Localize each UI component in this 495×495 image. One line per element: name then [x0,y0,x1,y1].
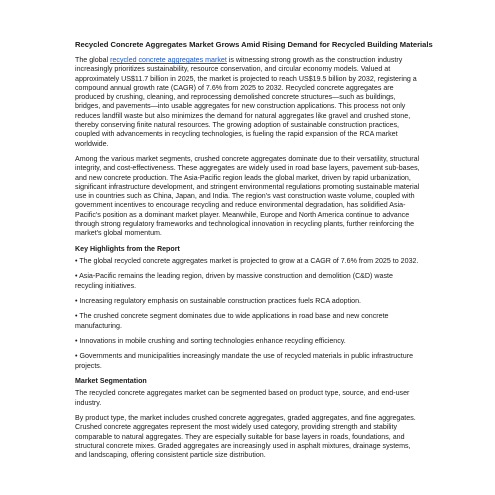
segmentation-product-paragraph: By product type, the market includes crushed concrete aggregates, graded aggregates, and fine aggregates. Crushed concrete aggregates represent the most widely used category, providing strength and stability comparable to natural aggregates. They are especially suitable for base layers in roads, foundations, and structural concrete mixes. Graded aggregates are increasingly used in asphalt mixtures, drainage systems, and landscaping, offering consistent particle size distribution. [75,413,416,460]
highlight-item: • Governments and municipalities increasingly mandate the use of recycled materials in public infrastructure projects. [75,352,414,370]
market-report-link[interactable]: recycled concrete aggregates market [110,56,227,64]
segmentation-intro-paragraph: The recycled concrete aggregates market can be segmented based on product type, source, and end-user industry. [75,389,410,407]
highlight-item: • Asia-Pacific remains the leading region, driven by massive construction and demolition (C&D) waste recycling initiatives. [75,272,393,290]
highlight-item: • Increasing regulatory emphasis on sustainable construction practices fuels RCA adoption. [75,297,361,306]
highlight-item: • Innovations in mobile crushing and sorting technologies enhance recycling efficiency. [75,336,346,345]
intro-paragraph [75,56,421,149]
document-title: Recycled Concrete Aggregates Market Grows Amid Rising Demand for Recycled Building Materials [75,40,433,49]
highlight-item: • The global recycled concrete aggregates market is projected to grow at a CAGR of 7.6% from 2025 to 2032. [75,257,419,266]
highlight-item: • The crushed concrete segment dominates due to wide applications in road base and new concrete manufacturing. [75,312,389,330]
intro-text-rest: is witnessing strong growth as the construction industry increasingly prioritizes sustainability, resource conservation, and circular economy models. Valued at approximately US$11.7 billion in 2025, the market is projected to reach US$19.5 billion by 2032, registering a compound annual growth rate (CAGR) of 7.6% from 2025 to 2032. Recycled concrete aggregates are produced by crushing, cleaning, and reprocessing demolished concrete structures—such as buildings, bridges, and pavements—into usable aggregates for new construction applications. This process not only reduces landfill waste but also minimizes the demand for natural aggregates like gravel and crushed stone, thereby conserving finite natural resources. The growing adoption of sustainable construction practices, coupled with advancements in recycling technologies, is fueling the rapid expansion of the RCA market worldwide. [75,56,417,148]
highlights-heading: Key Highlights from the Report [75,244,180,253]
segments-paragraph: Among the various market segments, crushed concrete aggregates dominate due to their versatility, structural integrity, and cost-effectiveness. These aggregates are widely used in road base layers, pavement sub-bases, and new concrete production. The Asia-Pacific region leads the global market, driven by rapid urbanization, significant infrastructure development, and stringent environmental regulations promoting sustainable material use in countries such as China, Japan, and India. The region's vast construction waste volume, coupled with government incentives to encourage recycling and reduce environmental degradation, has solidified Asia-Pacific's position as a dominant market player. Meanwhile, Europe and North America continue to advance through strong regulatory frameworks and technological innovation in recycling plants, further reinforcing the market's global momentum. [75,154,420,238]
segmentation-heading: Market Segmentation [75,376,147,385]
intro-text-start: The global [75,56,111,64]
